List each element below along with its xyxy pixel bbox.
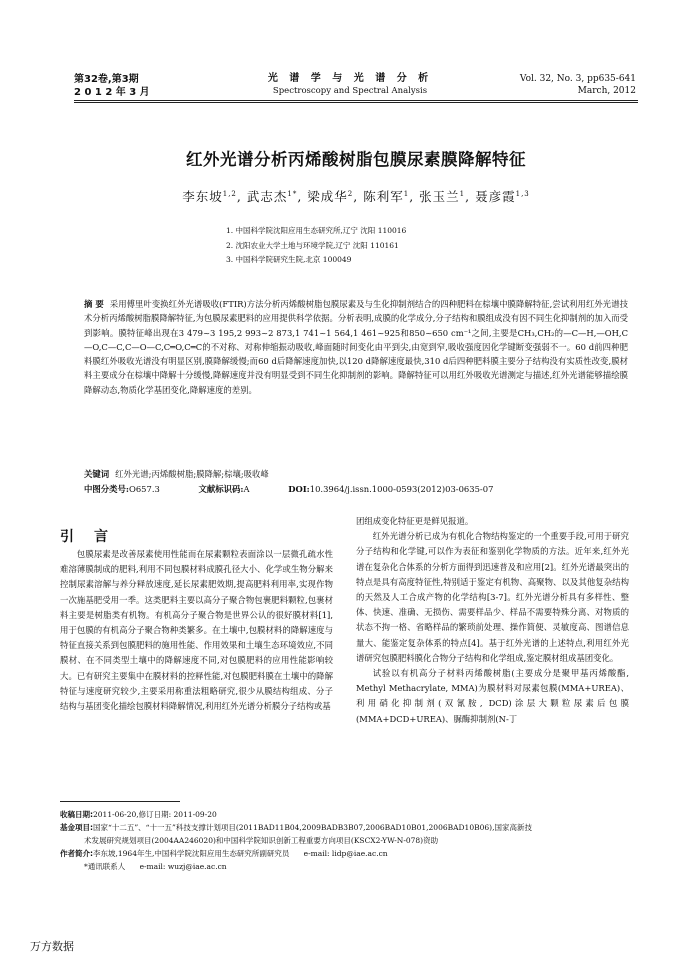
author: 张玉兰 [419,189,460,204]
doc-code-value: A [243,484,250,494]
author: 陈利军 [363,189,404,204]
paragraph: 红外光谱分析已成为有机化合物结构鉴定的一个重要手段,可用于研究分子结构和化学键,可以作为表征和鉴别化学物质的方法。近年来,红外光谱在复杂化合体系的分析方面得到迅速普及和应用[2]。红外光谱最突出的特点是具有高度特征性,特别适于鉴定有机物、高聚物、以及其他复杂结构的天然及人工合成产物的化学结构[3-7]。红外光谱分析具有多样性、整体、快速、准确、无损伤、需要样品少、样品不需要特殊分离、对物质的状态不拘一格、省略样品的繁琐前处理、操作简便、灵敏度高、图谱信息量大、能鉴定复杂体系的特点[4]。基于红外光谱的上述特点,利用红外光谱研究包膜肥料膜化合物分子结构和化学组成,鉴定膜材组成基团变化。 [356,531,629,663]
volume-issue: 第32卷,第3期 [74,74,139,85]
header-rule-thin [74,102,638,103]
watermark: 万方数据 [30,940,74,953]
doc-code-label: 文献标识码: [198,484,244,494]
author-aff: 1 [459,189,466,198]
footnote-rule [60,801,180,802]
header-rule [74,100,638,101]
fund-text-cont: 术发展研究规划项目(2004AA246020)和中国科学院知识创新工程重要方向项目(KSCX2-YW-N-078)资助 [84,836,439,845]
received-dates: 2011-06-20,修订日期: 2011-09-20 [93,810,217,819]
author-aff: 1,2 [222,189,237,198]
month-year: March, 2012 [577,86,636,96]
intro-heading: 引言 [60,529,128,545]
paragraph: 试验以有机高分子材料丙烯酸树脂(主要成分是聚甲基丙烯酸酯, Methyl Methacrylate, MMA)为膜材料对尿素包膜(MMA+UREA)、利用硝化抑制剂(双氰胺, DCD)涂层大颗粒尿素后包膜(MMA+DCD+UREA)、脲酶抑制剂(N-丁 [356,668,629,724]
journal-pages-info [456,73,636,97]
author-bio-label: 作者简介: [60,849,93,858]
affiliation: 1. 中国科学院沈阳应用生态研究所,辽宁 沈阳 110016 [226,226,407,235]
left-column [60,547,333,714]
doi-value: 10.3964/j.issn.1000-0593(2012)03-0635-07 [309,484,494,494]
keywords-block [84,467,628,497]
paragraph: 团组成变化特征更是鲜见报道。 [356,516,474,526]
keywords-text: 红外光谱;丙烯酸树脂;膜降解;棕壤;吸收峰 [115,469,269,479]
author-list: 李东坡$^{1,2}$, 武志杰$^{1*}$, 梁成华$^2$, 陈利军$^1$, 张玉兰$^1$, 聂彦霞$^{1,3}$ [182,189,530,204]
clc-label: 中图分类号: [84,484,129,494]
keywords-label: 关键词 [84,469,110,479]
author-aff: 2 [347,189,354,198]
footnotes [60,808,650,873]
corresponding-label: *通讯联系人 [84,862,126,871]
abstract-text: 采用傅里叶变换红外光谱吸收(FTIR)方法分析丙烯酸树脂包膜尿素及与生化抑制剂结合的四种肥料在棕壤中膜降解特征,尝试利用红外光谱技术分析丙烯酸树脂膜降解特征,为包膜尿素肥料的应用提供科学依据。分析表明,成膜的化学成分,分子结构和膜组成没有因不同生化抑制剂的加入而受到影响。膜特征峰出现在3 479~3 195,2 993~2 873,1 741~1 564,1 461~925和850~650 cm⁻¹之间,主要是CH₃,CH₂的—C—H,—OH,C—O,C—C,C—O—C,C═O,C═C的不对称、对称伸缩振动吸收,峰面随时间变化由平到尖,由宽到窄,吸收强度因化学键断变强弱不一。60 d前四种肥料膜红外吸收光谱没有明显区别,膜降解缓慢;而60 d后降解速度加快,以120 d降解速度最快,310 d后四种肥料膜主要分子结构没有实质性改变,膜材料主要成分在棕壤中降解十分缓慢,降解速度并没有明显受到不同生化抑制剂的影响。降解特征可以用红外吸收光谱测定与描述,红外光谱能够描绘膜降解动态,物质化学基团变化,降解速度的差别。 [84,299,628,395]
journal-name-cn: 光 谱 学 与 光 谱 分 析 [267,73,433,84]
author: 武志杰 [246,189,288,204]
paragraph: 包膜尿素是改善尿素使用性能而在尿素颗粒表面涂以一层微孔疏水性难溶薄膜制成的肥料,利用不同包膜材料成膜孔径大小、化学或生物分解来控制尿素溶解与养分释放速度,延长尿素肥效期,提高肥料利用率,实现作物一次施基肥受用一季。这类肥料主要以高分子聚合物包裹肥料颗粒,包裹材料主要是树脂类有机物。有机高分子聚合物是世界公认的很好膜材料[1],用于包膜的有机高分子聚合物种类繁多。在土壤中,包膜材料的降解速度与特征直接关系到包膜肥料的施用性能、作用效果和土壤生态环境效应,不同膜材、在不同类型土壤中的降解速度不同,对包膜肥料的应用性能影响较大。已有研究主要集中在膜材料的控释性能,对包膜肥料膜在土壤中的降解特征与速度研究较少,主要采用称重法粗略研究,很少从膜结构组成、分子结构与基团变化描绘包膜材料降解情况,利用红外光谱分析膜分子结构或基 [60,549,333,712]
author: 梁成华 [307,189,348,204]
author: 李东坡 [182,189,223,204]
abstract [84,297,628,397]
author-aff: 1* [287,189,298,198]
clc-value: O657.3 [128,484,160,494]
journal-name-en: Spectroscopy and Spectral Analysis [272,86,428,96]
affiliation: 3. 中国科学院研究生院,北京 100049 [226,255,352,264]
affiliations [226,224,606,268]
journal-name [230,73,470,97]
fund-label: 基金项目: [60,823,93,832]
author-aff: 1,3 [515,189,530,198]
right-column [356,514,629,727]
doi-label: DOI: [288,484,310,494]
journal-volume-info [74,73,214,99]
author: 聂彦霞 [475,189,516,204]
volume-pages: Vol. 32, No. 3, pp635-641 [519,74,636,84]
paper-title: 红外光谱分析丙烯酸树脂包膜尿素膜降解特征 [186,150,526,169]
received-label: 收稿日期: [60,810,93,819]
affiliation: 2. 沈阳农业大学土地与环境学院,辽宁 沈阳 110161 [226,240,399,250]
abstract-label: 摘 要 [84,299,104,309]
corresponding-email: e-mail: wuzj@iae.ac.cn [139,862,227,871]
publish-date: 2 0 1 2 年 3 月 [74,87,150,98]
author-aff: 1 [403,189,410,198]
author-email: e-mail: lidp@iae.ac.cn [303,849,388,858]
fund-text: 国家“十二五”、“十一五”科技支撑计划项目(2011BAD11B04,2009BADB3B07,2006BAD10B01,2006BAD10B06),国家高新技 [93,823,532,832]
author-bio: 李东坡,1964年生,中国科学院沈阳应用生态研究所副研究员 [93,849,290,858]
